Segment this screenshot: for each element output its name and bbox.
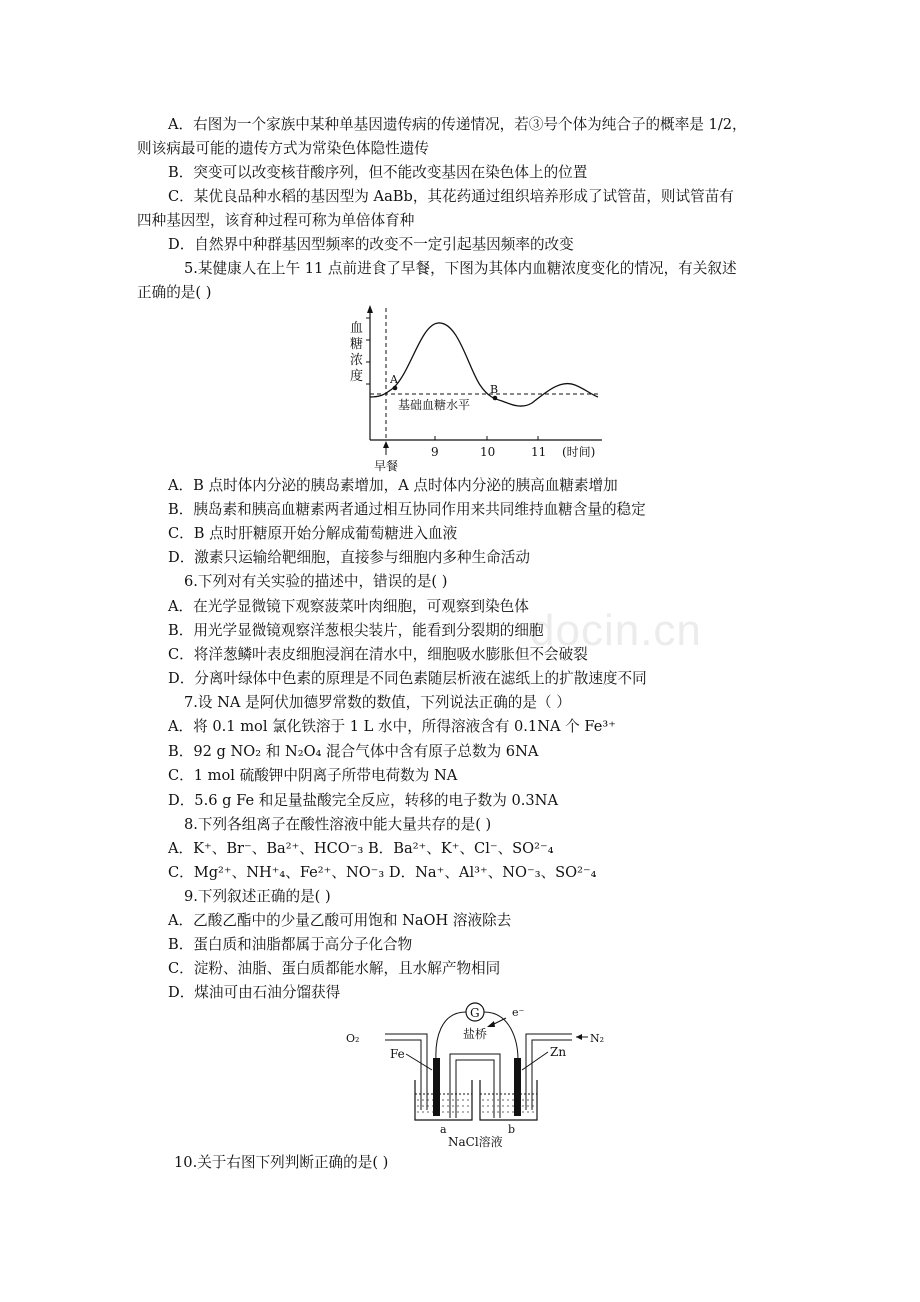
text-line-q8-ab: A．K⁺、Br⁻、Ba²⁺、HCO⁻₃ B．Ba²⁺、K⁺、Cl⁻、SO²⁻₄ — [168, 840, 554, 857]
text-line-q9-a: A．乙酸乙酯中的少量乙酸可用饱和 NaOH 溶液除去 — [168, 912, 512, 929]
xtick-time: (时间) — [562, 445, 596, 459]
text-line-q6: 6.下列对有关实验的描述中，错误的是( ) — [184, 573, 448, 590]
text-line-q4-b: B．突变可以改变核苷酸序列，但不能改变基因在染色体上的位置 — [168, 164, 588, 181]
point-a — [393, 386, 398, 391]
watermark: docin.cn — [530, 606, 702, 655]
text-line-q7-b: B．92 g NO₂ 和 N₂O₄ 混合气体中含有原子总数为 6NA — [168, 743, 539, 760]
fe-electrode — [433, 1058, 440, 1116]
text-line-q5-a: A．B 点时体内分泌的胰岛素增加，A 点时体内分泌的胰高血糖素增加 — [168, 477, 618, 494]
text-line-q6-d: D．分离叶绿体中色素的原理是不同色素随层析液在滤纸上的扩散速度不同 — [168, 670, 647, 687]
ylabel-2: 糖 — [350, 337, 364, 352]
electrochemical-cell-diagram — [340, 1000, 620, 1150]
text-line-q9: 9.下列叙述正确的是( ) — [184, 888, 331, 905]
text-line-q4-c-2: 四种基因型，该育种过程可称为单倍体育种 — [137, 212, 415, 229]
text-line-q6-c: C．将洋葱鳞叶表皮细胞浸润在清水中，细胞吸水膨胀但不会破裂 — [168, 646, 588, 663]
text-line-q9-b: B．蛋白质和油脂都属于高分子化合物 — [168, 936, 413, 953]
text-line-q4-a-2: 则该病最可能的遗传方式为常染色体隐性遗传 — [137, 140, 429, 157]
ylabel-1: 血 — [350, 321, 364, 336]
text-line-q7-a: A．将 0.1 mol 氯化铁溶于 1 L 水中，所得溶液含有 0.1NA 个 Fe³⁺ — [168, 718, 616, 735]
zn-electrode — [514, 1058, 521, 1116]
fe-label: Fe — [390, 1047, 405, 1061]
text-line-q6-a: A．在光学显微镜下观察菠菜叶肉细胞，可观察到染色体 — [168, 598, 529, 615]
o2-label: O₂ — [346, 1032, 360, 1045]
text-line-q5-1: 5.某健康人在上午 11 点前进食了早餐，下图为其体内血糖浓度变化的情况，有关叙述 — [184, 260, 737, 277]
xtick-9: 9 — [431, 445, 439, 459]
point-a-label: A — [390, 373, 398, 386]
xtick-10: 10 — [480, 445, 496, 459]
ylabel-4: 度 — [350, 369, 364, 384]
text-line-q7-c: C．1 mol 硫酸钾中阴离子所带电荷数为 NA — [168, 767, 458, 784]
text-line-q5-2: 正确的是( ) — [137, 284, 212, 301]
n2-label: N₂ — [590, 1032, 605, 1045]
nacl-label: NaCl溶液 — [448, 1135, 503, 1149]
text-line-q4-a-1: A．右图为一个家族中某种单基因遗传病的传递情况，若③号个体为纯合子的概率是 1/2， — [168, 116, 747, 133]
text-line-q6-b: B．用光学显微镜观察洋葱根尖装片，能看到分裂期的细胞 — [168, 622, 544, 639]
text-line-q10: 10.关于右图下列判断正确的是( ) — [174, 1154, 389, 1171]
text-line-q8-cd: C．Mg²⁺、NH⁺₄、Fe²⁺、NO⁻₃ D．Na⁺、Al³⁺、NO⁻₃、SO²⁻₄ — [168, 864, 597, 881]
electron-label: e⁻ — [512, 1006, 525, 1019]
point-b — [493, 396, 498, 401]
point-b-label: B — [490, 383, 499, 396]
text-line-q4-c-1: C．某优良品种水稻的基因型为 AaBb，其花药通过组织培养形成了试管苗，则试管苗有 — [168, 188, 734, 205]
galvanometer-label: G — [470, 1006, 480, 1020]
salt-bridge-label: 盐桥 — [463, 1027, 488, 1041]
baseline-label: 基础血糖水平 — [398, 398, 471, 412]
text-line-q5-c: C．B 点时肝糖原开始分解成葡萄糖进入血液 — [168, 525, 458, 542]
text-line-q4-d: D．自然界中种群基因型频率的改变不一定引起基因频率的改变 — [168, 236, 574, 253]
text-line-q7-d: D．5.6 g Fe 和足量盐酸完全反应，转移的电子数为 0.3NA — [168, 792, 558, 809]
a-label: a — [440, 1123, 447, 1136]
xtick-11: 11 — [531, 445, 547, 459]
breakfast-label: 早餐 — [374, 459, 399, 473]
text-line-q5-b: B．胰岛素和胰高血糖素两者通过相互协同作用来共同维持血糖含量的稳定 — [168, 501, 646, 518]
ylabel-3: 浓 — [350, 353, 364, 368]
text-line-q7: 7.设 NA 是阿伏加德罗常数的数值，下列说法正确的是（ ） — [184, 694, 571, 711]
text-line-q8: 8.下列各组离子在酸性溶液中能大量共存的是( ) — [184, 816, 492, 833]
text-line-q9-c: C．淀粉、油脂、蛋白质都能水解，且水解产物相同 — [168, 960, 501, 977]
text-line-q9-d: D．煤油可由石油分馏获得 — [168, 984, 341, 1001]
text-line-q5-d: D．激素只运输给靶细胞，直接参与细胞内多种生命活动 — [168, 549, 530, 566]
zn-label: Zn — [550, 1045, 567, 1059]
blood-glucose-graph — [340, 305, 610, 475]
b-label: b — [508, 1123, 516, 1136]
